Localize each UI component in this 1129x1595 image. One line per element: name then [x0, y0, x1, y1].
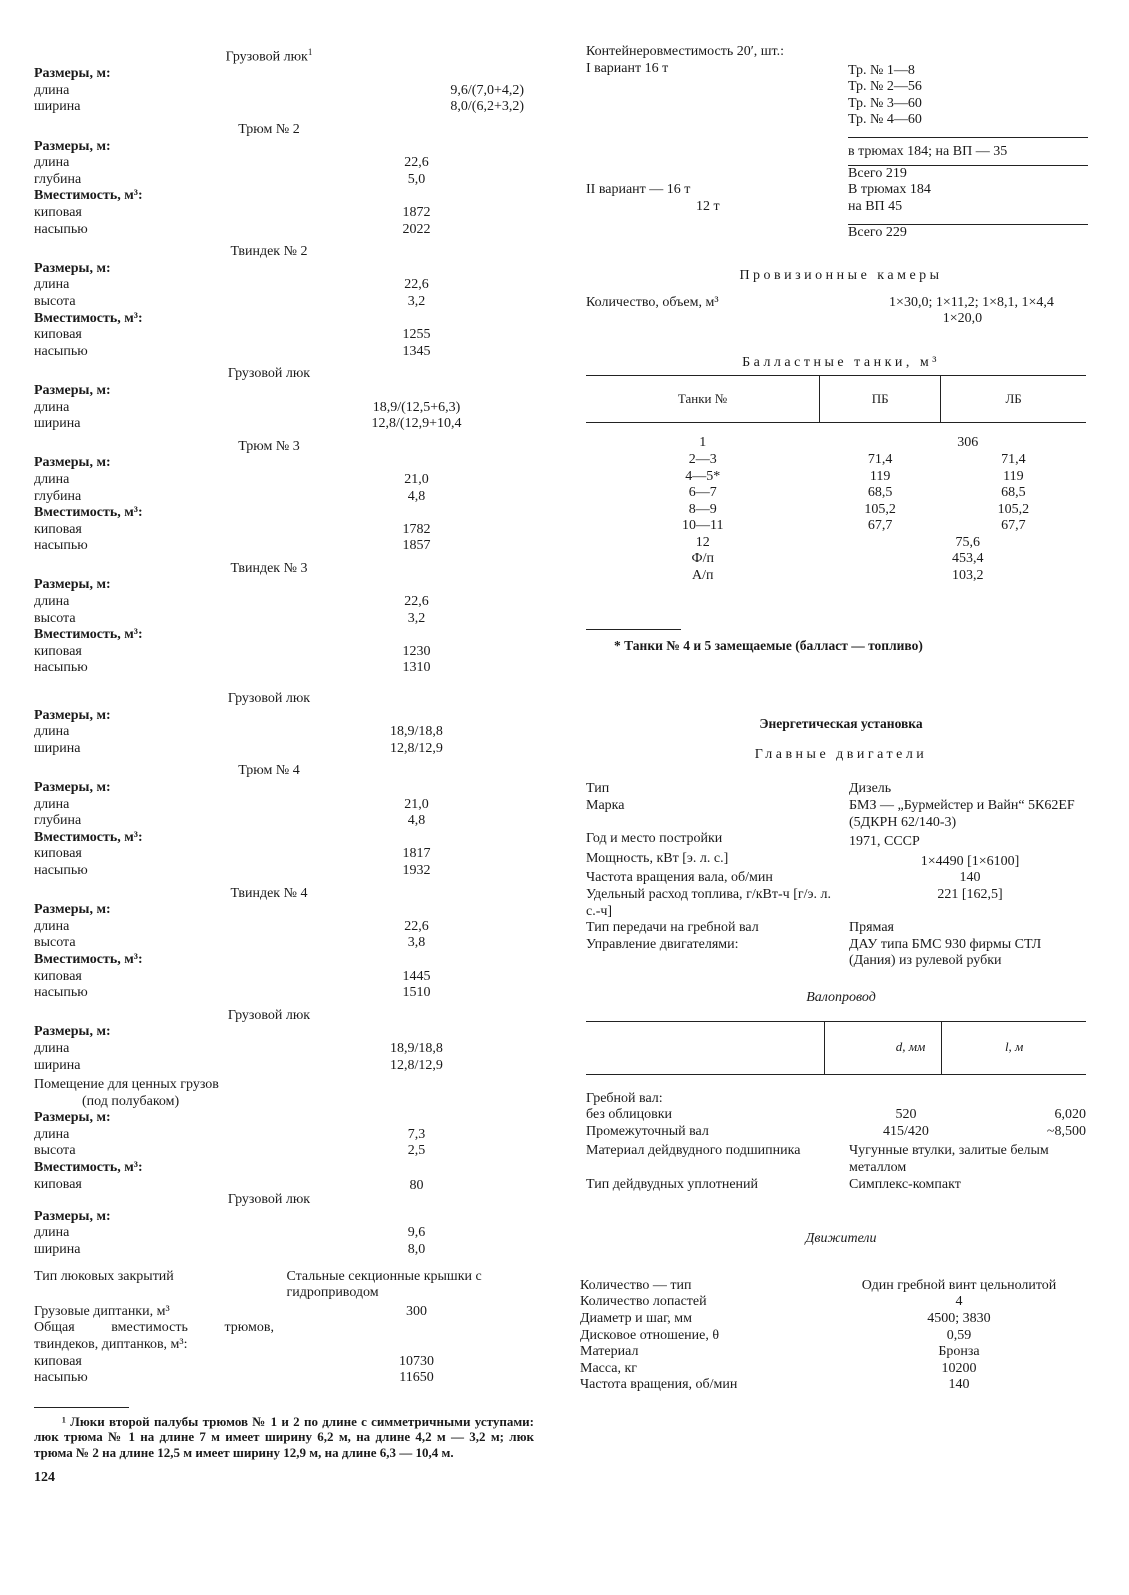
ballast-row — [586, 452, 1086, 469]
propulsor-row — [580, 1277, 1096, 1295]
dimension-label: длина — [34, 1040, 70, 1056]
propulsor-label: Частота вращения, об/мин — [580, 1377, 738, 1393]
section-title: Грузовой люк — [227, 1192, 311, 1208]
dims-label: Размеры, м: — [34, 382, 111, 398]
shafting-header-blank — [586, 1022, 825, 1074]
dims-label: Размеры, м: — [34, 455, 111, 471]
capacity-type: киповая — [34, 1176, 82, 1192]
shafting-rows — [586, 1107, 1096, 1140]
engine-label: Год и место постройки — [586, 831, 723, 847]
page-number: 124 — [34, 1470, 55, 1486]
variant2-line: на ВП 45 — [848, 198, 903, 214]
capacity-row — [34, 522, 534, 539]
dimension-label: длина — [34, 471, 70, 487]
capacity-value: 2022 — [402, 221, 431, 237]
dimension-value: 9,6 — [407, 1225, 426, 1241]
dims-label: Размеры, м: — [34, 66, 111, 82]
section-title: Твиндек № 4 — [230, 885, 308, 901]
engine-label: Марка — [586, 798, 625, 814]
hatch-closures-row — [34, 1269, 534, 1302]
dimension-value: 12,8/12,9 — [390, 1057, 443, 1073]
dimension-label: глубина — [34, 488, 82, 504]
ballast-both: 103,2 — [952, 568, 984, 584]
engines-title: Главные двигатели — [754, 746, 928, 762]
dimension-value: 3,2 — [407, 293, 426, 309]
capacity-label: Вместимость, м³: — [34, 188, 143, 204]
ballast-lb: 105,2 — [997, 501, 1030, 517]
dimension-row — [34, 1225, 534, 1242]
shafting-header-d: d, мм — [825, 1022, 943, 1074]
capacity-row — [34, 538, 534, 555]
provisions-value2: 1×20,0 — [942, 311, 983, 327]
dimension-value: 8,0/(6,2+3,2) — [450, 99, 524, 115]
capacity-type: насыпью — [34, 343, 88, 359]
dimension-row — [34, 83, 534, 100]
dimension-row — [34, 99, 534, 116]
dimension-label: длина — [34, 724, 70, 740]
capacity-row — [34, 846, 534, 863]
engine-row — [586, 781, 1096, 798]
section-title: Грузовой люк — [227, 1007, 311, 1023]
propulsor-value: 140 — [948, 1377, 970, 1393]
dims-label: Размеры, м: — [34, 577, 111, 593]
capacity-type: киповая — [34, 327, 82, 343]
dimension-value: 12,8/12,9 — [390, 740, 443, 756]
dimension-label: ширина — [34, 99, 81, 115]
provisions-label: Количество, объем, м³ — [586, 294, 719, 310]
engine-value: Дизель — [849, 781, 892, 797]
capacity-row — [34, 205, 534, 222]
dimension-value: 22,6 — [404, 155, 429, 171]
ballast-tank: 8—9 — [688, 501, 717, 517]
ballast-row — [586, 535, 1086, 552]
table-spacer — [586, 423, 1086, 436]
capacity-value: 1817 — [402, 846, 431, 862]
dimension-label: высота — [34, 1143, 76, 1159]
dims-label: Размеры, м: — [34, 260, 111, 276]
shafting-header-l: l, м — [1004, 1039, 1024, 1055]
dimension-row — [34, 594, 534, 611]
dimension-value: 3,2 — [407, 610, 426, 626]
dims-label: Размеры, м: — [34, 138, 111, 154]
engine-row — [586, 937, 1096, 970]
dimension-value: 5,0 — [407, 171, 426, 187]
containers-label: Контейнеровместимость 20′, шт.: — [586, 44, 785, 59]
dimension-value: 8,0 — [407, 1242, 426, 1258]
ballast-row — [586, 485, 1086, 502]
dimension-row — [34, 277, 534, 294]
variant1-sum: в трюмах 184; на ВП — 35 — [848, 137, 1088, 161]
shafting-title: Валопровод — [806, 989, 876, 1005]
variant2-total: Всего 229 — [848, 224, 1088, 242]
capacity-row — [34, 644, 534, 661]
provisions-title: Провизионные камеры — [739, 267, 943, 283]
propulsor-label: Количество лопастей — [580, 1294, 707, 1310]
propulsors-title: Движители — [805, 1231, 877, 1247]
ballast-row — [586, 551, 1086, 568]
variant2-label2: 12 т — [696, 198, 720, 214]
engine-row — [586, 798, 1096, 831]
capacity-value: 1230 — [402, 643, 431, 659]
variant1-label: I вариант 16 т — [586, 60, 669, 76]
section-title: Твиндек № 2 — [230, 244, 308, 260]
dimension-value: 18,9/18,8 — [390, 1040, 443, 1056]
bearing-value: Чугунные втулки, залитые белым металлом — [849, 1143, 1049, 1175]
hold-count: Тр. № 4—60 — [848, 112, 922, 128]
valuables-subtitle: (под полубаком) — [82, 1093, 180, 1109]
capacity-type: киповая — [34, 643, 82, 659]
capacity-row — [34, 327, 534, 344]
ballast-tank: 12 — [695, 534, 710, 550]
shaft-label: без облицовки — [586, 1107, 673, 1123]
dimension-row — [34, 724, 534, 741]
propulsor-value: Бронза — [938, 1344, 980, 1360]
dims-label: Размеры, м: — [34, 707, 111, 723]
capacity-value: 1310 — [402, 660, 431, 676]
dimension-value: 7,3 — [407, 1126, 426, 1142]
propulsor-label: Количество — тип — [580, 1277, 692, 1293]
dimension-value: 22,6 — [404, 918, 429, 934]
dimension-label: высота — [34, 610, 76, 626]
ballast-header-pb: ПБ — [820, 376, 941, 423]
dimension-label: глубина — [34, 813, 82, 829]
section-title: Трюм № 3 — [238, 438, 300, 454]
hold-count: Тр. № 3—60 — [848, 95, 922, 111]
dims-label: Размеры, м: — [34, 1208, 111, 1224]
shafting-header — [586, 1021, 1086, 1075]
footnote-rule — [34, 1407, 129, 1408]
capacity-label: Вместимость, м³: — [34, 505, 143, 521]
dimension-label: длина — [34, 82, 70, 98]
capacity-row — [34, 344, 534, 361]
deeptanks-row — [34, 1304, 534, 1321]
engine-value: 1971, СССР — [849, 834, 920, 850]
ballast-tank: А/п — [692, 568, 714, 584]
valuables-title: Помещение для ценных грузов — [34, 1077, 219, 1093]
dimension-label: высота — [34, 935, 76, 951]
section-title: Трюм № 2 — [238, 122, 300, 138]
footnote: ¹ Люки второй палубы трюмов № 1 и 2 по длине с симметричными уступами: люк трюма № 1 на длине 7 м имеет ширину 6,2 м, на длине 4,2 м — 3,2 м; люк трюма № 2 на длине 12,5 м имеет ширину 12,9 м, на длине 6,3 — 10,4 м. — [34, 1413, 534, 1460]
engine-row — [586, 870, 1096, 887]
dimension-row — [34, 919, 534, 936]
capacity-value: 1932 — [402, 862, 431, 878]
engine-row — [586, 887, 1096, 920]
deeptanks-label: Грузовые диптанки, м³ — [34, 1303, 170, 1319]
capacity-value: 80 — [409, 1177, 424, 1193]
section-title-text: Грузовой люк — [225, 49, 308, 65]
ballast-header-tank: Танки № — [586, 376, 820, 423]
bearing-label: Материал дейдвудного подшипника — [586, 1143, 801, 1159]
propulsor-label: Дисковое отношение, θ — [580, 1327, 720, 1343]
ballast-title: Балластные танки, м³ — [742, 354, 940, 370]
right-column — [580, 44, 1096, 1394]
total-capacity-type: насыпью — [34, 1370, 88, 1386]
dimension-row — [34, 416, 534, 433]
capacity-label: Вместимость, м³: — [34, 951, 143, 967]
engine-row — [586, 920, 1096, 937]
engines-list — [586, 781, 1096, 970]
dimension-row — [34, 1127, 534, 1144]
shaft-row — [586, 1124, 1096, 1141]
section-title: Трюм № 4 — [238, 763, 300, 779]
total-capacity-value: 10730 — [399, 1353, 434, 1369]
dimension-value: 4,8 — [407, 813, 426, 829]
ballast-both: 453,4 — [952, 551, 984, 567]
propulsor-value: Один гребной винт цельнолитой — [861, 1277, 1057, 1293]
dims-label: Размеры, м: — [34, 780, 111, 795]
dimension-row — [34, 611, 534, 628]
dimension-label: длина — [34, 155, 70, 171]
dimension-label: длина — [34, 1225, 70, 1241]
engine-value: ДАУ типа БМС 930 фирмы СТЛ (Дания) из рулевой рубки — [849, 936, 1042, 969]
total-capacity-label: Общая вместимость трюмов, твиндеков, диптанков, м³: — [34, 1320, 274, 1352]
section-title: Грузовой люк — [227, 366, 311, 382]
dimension-row — [34, 489, 534, 506]
engine-value: Прямая — [849, 920, 894, 936]
dimension-label: длина — [34, 1126, 70, 1142]
propulsor-row — [580, 1360, 1096, 1378]
capacity-value: 1345 — [402, 343, 431, 359]
dimension-value: 3,8 — [407, 935, 426, 951]
dimension-value: 2,5 — [407, 1143, 426, 1159]
left-column — [34, 44, 534, 1487]
dimension-value: 18,9/(12,5+6,3) — [372, 399, 461, 415]
dimension-label: глубина — [34, 171, 82, 187]
provisions-value: 1×30,0; 1×11,2; 1×8,1, 1×4,4 — [889, 294, 1054, 310]
variant2-label: II вариант — 16 т — [586, 182, 691, 198]
seal-value: Симплекс-компакт — [849, 1176, 961, 1192]
capacity-type: насыпью — [34, 660, 88, 676]
dimension-row — [34, 813, 534, 830]
shaft-l: 6,020 — [1054, 1107, 1086, 1123]
dims-label: Размеры, м: — [34, 902, 111, 918]
ballast-tank: Ф/п — [691, 551, 714, 567]
ballast-tank: 6—7 — [688, 485, 717, 501]
propulsor-row — [580, 1327, 1096, 1345]
engine-label: Тип передачи на гребной вал — [586, 920, 759, 936]
ballast-tank: 1 — [699, 435, 707, 451]
shaft-d: 415/420 — [883, 1123, 929, 1139]
ballast-lb: 71,4 — [1001, 451, 1026, 467]
energy-title: Энергетическая установка — [759, 716, 923, 732]
capacity-row — [34, 985, 534, 1002]
dimension-row — [34, 1143, 534, 1160]
total-capacity-value: 11650 — [399, 1370, 434, 1386]
ballast-pb: 105,2 — [864, 501, 896, 517]
ballast-header-lb: ЛБ — [941, 376, 1086, 423]
propulsor-value: 0,59 — [946, 1327, 972, 1343]
dimension-row — [34, 294, 534, 311]
capacity-value: 1510 — [402, 985, 431, 1001]
propulsors-list — [580, 1277, 1096, 1394]
dimension-value: 22,6 — [404, 594, 429, 610]
capacity-value: 1872 — [402, 205, 431, 220]
ballast-row — [586, 518, 1086, 535]
hold-count: Тр. № 1—8 — [848, 62, 915, 78]
engine-value: БМЗ — „Бурмейстер и Вайн“ 5К62EF (5ДКРН 62/140-3) — [849, 798, 1075, 830]
ballast-tank: 2—3 — [688, 451, 717, 467]
ballast-row — [586, 502, 1086, 519]
shafting-group: Гребной вал: — [586, 1090, 663, 1106]
hatch-closures-value: Стальные секционные крышки с гидроприводом — [286, 1268, 482, 1301]
propulsor-label: Масса, кг — [580, 1360, 638, 1376]
dimension-row — [34, 1242, 534, 1259]
dimension-value: 21,0 — [404, 796, 429, 812]
propulsor-value: 4 — [955, 1294, 963, 1310]
shaft-l: ~8,500 — [1046, 1123, 1086, 1139]
propulsor-label: Диаметр и шаг, мм — [580, 1310, 692, 1326]
engine-label: Удельный расход топлива, г/кВт-ч [г/э. л. с.-ч] — [586, 887, 831, 919]
shaft-d: 520 — [895, 1107, 917, 1123]
engine-label: Управление двигателями: — [586, 936, 739, 952]
shaft-row — [586, 1107, 1096, 1124]
dimension-value: 4,8 — [407, 488, 426, 504]
capacity-type: насыпью — [34, 862, 88, 878]
section-title: Твиндек № 3 — [230, 560, 308, 576]
capacity-label: Вместимость, м³: — [34, 310, 143, 326]
capacity-label: Вместимость, м³: — [34, 1160, 143, 1176]
total-capacity-type: киповая — [34, 1353, 82, 1369]
propulsor-row — [580, 1294, 1096, 1311]
variant2-line: В трюмах 184 — [848, 182, 931, 198]
total-capacity-row — [34, 1354, 534, 1371]
dimension-row — [34, 1041, 534, 1058]
dimension-value: 18,9/18,8 — [390, 724, 443, 740]
ballast-lb: 68,5 — [1001, 485, 1026, 501]
capacity-row — [34, 969, 534, 986]
footnote-mark: 1 — [307, 47, 313, 57]
engine-label: Частота вращения вала, об/мин — [586, 870, 773, 886]
deeptanks-value: 300 — [406, 1303, 427, 1319]
dimension-value: 22,6 — [404, 277, 429, 293]
propulsor-value: 4500; 3830 — [927, 1310, 991, 1326]
ballast-table — [586, 375, 1086, 584]
ballast-pb: 71,4 — [867, 451, 893, 467]
variant1-total: Всего 219 — [848, 165, 1088, 183]
containers-block — [586, 44, 1096, 242]
dimension-value: 9,6/(7,0+4,2) — [450, 82, 524, 98]
capacity-row — [34, 660, 534, 677]
dimension-row — [34, 155, 534, 172]
engine-value: 1×4490 [1×6100] — [920, 853, 1020, 869]
dimension-label: длина — [34, 277, 70, 293]
ballast-pb: 119 — [869, 468, 891, 484]
capacity-row — [34, 863, 534, 880]
shaft-label: Промежуточный вал — [586, 1123, 709, 1139]
capacity-type: киповая — [34, 968, 82, 984]
capacity-label: Вместимость, м³: — [34, 627, 143, 643]
engine-value: 140 — [959, 870, 981, 886]
engine-label: Тип — [586, 781, 610, 797]
ballast-both: 306 — [957, 435, 979, 451]
dimension-label: ширина — [34, 740, 81, 756]
dimension-row — [34, 400, 534, 417]
dimension-value: 21,0 — [404, 471, 429, 487]
seal-label: Тип дейдвудных уплотнений — [586, 1176, 759, 1192]
capacity-row — [34, 222, 534, 239]
dimension-row — [34, 1058, 534, 1075]
engine-row — [586, 831, 1096, 851]
ballast-row — [586, 469, 1086, 486]
engine-row — [586, 851, 1096, 871]
dimension-label: длина — [34, 918, 70, 934]
ballast-note: * Танки № 4 и 5 замещаемые (балласт — топливо) — [614, 637, 923, 653]
ballast-lb: 67,7 — [1001, 518, 1026, 534]
capacity-type: насыпью — [34, 221, 88, 237]
hold-count: Тр. № 2—56 — [848, 79, 922, 95]
capacity-value: 1445 — [402, 968, 431, 984]
dimension-label: длина — [34, 796, 70, 812]
capacity-value: 1255 — [402, 327, 431, 343]
dimension-label: ширина — [34, 416, 81, 432]
capacity-value: 1782 — [402, 521, 431, 537]
ballast-pb: 67,7 — [867, 518, 893, 534]
propulsor-row — [580, 1344, 1096, 1361]
ballast-lb: 119 — [1003, 468, 1024, 484]
capacity-value: 1857 — [402, 538, 431, 554]
propulsor-row — [580, 1377, 1096, 1394]
propulsor-row — [580, 1310, 1096, 1328]
dims-label: Размеры, м: — [34, 1110, 111, 1126]
ballast-tank: 4—5* — [685, 468, 721, 484]
hatch-closures-label: Тип люковых закрытий — [34, 1268, 174, 1284]
ballast-row — [586, 435, 1086, 452]
section-title — [4, 44, 534, 66]
dimension-row — [34, 472, 534, 489]
dimension-label: ширина — [34, 1242, 81, 1258]
propulsor-label: Материал — [580, 1344, 639, 1360]
section-title: Грузовой люк — [227, 691, 311, 707]
capacity-type: насыпью — [34, 985, 88, 1001]
dimension-label: высота — [34, 293, 76, 309]
ballast-row — [586, 568, 1086, 585]
dimension-label: длина — [34, 594, 70, 610]
capacity-type: киповая — [34, 846, 82, 862]
dimension-label: ширина — [34, 1057, 81, 1073]
capacity-label: Вместимость, м³: — [34, 829, 143, 845]
engine-label: Мощность, кВт [э. л. с.] — [586, 850, 729, 866]
dims-label: Размеры, м: — [34, 1024, 111, 1040]
ballast-pb: 68,5 — [867, 485, 893, 501]
propulsor-value: 10200 — [941, 1360, 977, 1376]
dimension-row — [34, 935, 534, 952]
dimension-value: 12,8/(12,9+10,4 — [371, 416, 462, 432]
dimension-row — [34, 741, 534, 758]
ballast-both: 75,6 — [955, 534, 981, 550]
engine-value: 221 [162,5] — [937, 887, 1003, 902]
capacity-type: киповая — [34, 521, 82, 537]
dimension-row — [34, 172, 534, 189]
dimension-row — [34, 797, 534, 814]
capacity-type: киповая — [34, 205, 82, 220]
capacity-type: насыпью — [34, 538, 88, 554]
ballast-tank: 10—11 — [682, 518, 724, 534]
dimension-label: длина — [34, 399, 70, 415]
total-capacity-row — [34, 1370, 534, 1387]
